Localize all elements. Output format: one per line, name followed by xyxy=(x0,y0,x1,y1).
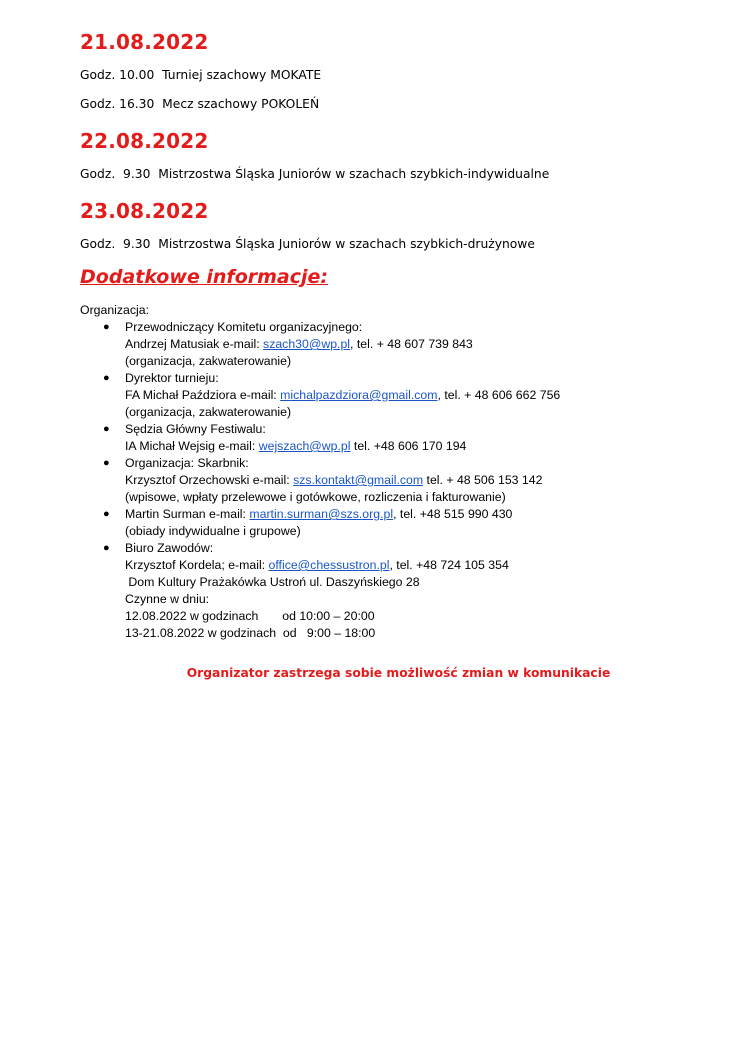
email-link[interactable]: szach30@wp.pl xyxy=(263,337,351,351)
contact-role: Przewodniczący Komitetu organizacyjnego: xyxy=(125,320,363,334)
contact-name: Krzysztof Kordela; e-mail: xyxy=(125,558,269,572)
contact-name: Andrzej Matusiak e-mail: xyxy=(125,337,264,351)
email-link[interactable]: martin.surman@szs.org.pl xyxy=(249,507,394,521)
organization-label: Organizacja: xyxy=(80,303,150,317)
contact-phone: tel. +48 606 170 194 xyxy=(350,439,467,453)
contacts-list xyxy=(0,319,737,642)
bullet-icon: ● xyxy=(103,542,110,554)
contact-role: Sędzia Główny Festiwalu: xyxy=(125,422,266,436)
contact-phone: , tel. + 48 607 739 843 xyxy=(350,337,473,351)
contact-phone: tel. + 48 506 153 142 xyxy=(423,473,543,487)
bullet-icon: ● xyxy=(103,457,110,469)
email-link[interactable]: office@chessustron.pl xyxy=(268,558,390,572)
event-line: Godz. 10.00 Turniej szachowy MOKATE xyxy=(80,68,322,82)
bullet-icon: ● xyxy=(103,321,110,333)
contact-role: Organizacja: Skarbnik: xyxy=(125,456,249,470)
list-item xyxy=(0,319,737,370)
list-item xyxy=(0,370,737,421)
bullet-icon: ● xyxy=(103,508,110,520)
date-heading-2: 22.08.2022 xyxy=(80,129,209,153)
office-hours: 12.08.2022 w godzinach od 10:00 – 20:00 xyxy=(125,609,375,623)
email-link[interactable]: szs.kontakt@gmail.com xyxy=(293,473,424,487)
contact-note: (wpisowe, wpłaty przelewowe i gotówkowe, rozliczenia i fakturowanie) xyxy=(125,490,506,504)
event-line: Godz. 9.30 Mistrzostwa Śląska Juniorów w szachach szybkich-drużynowe xyxy=(80,237,535,251)
contact-note: (obiady indywidualne i grupowe) xyxy=(125,524,301,538)
contact-name: FA Michał Paździora e-mail: xyxy=(125,388,281,402)
contact-name: Martin Surman e-mail: xyxy=(125,507,250,521)
list-item xyxy=(0,540,737,642)
list-item xyxy=(0,506,737,540)
bullet-icon: ● xyxy=(103,423,110,435)
contact-name: Krzysztof Orzechowski e-mail: xyxy=(125,473,294,487)
office-role: Biuro Zawodów: xyxy=(125,541,214,555)
event-line: Godz. 16.30 Mecz szachowy POKOLEŃ xyxy=(80,97,320,111)
contact-note: (organizacja, zakwaterowanie) xyxy=(125,405,292,419)
date-heading-3: 23.08.2022 xyxy=(80,199,209,223)
contact-role: Dyrektor turnieju: xyxy=(125,371,219,385)
list-item xyxy=(0,421,737,455)
disclaimer: Organizator zastrzega sobie możliwość zmian w komunikacie xyxy=(186,666,611,680)
additional-info-heading: Dodatkowe informacje: xyxy=(80,266,329,288)
contact-phone: , tel. + 48 606 662 756 xyxy=(437,388,561,402)
contact-note: (organizacja, zakwaterowanie) xyxy=(125,354,292,368)
contact-phone: , tel. +48 724 105 354 xyxy=(389,558,509,572)
email-link[interactable]: michalpazdziora@gmail.com xyxy=(280,388,438,402)
bullet-icon: ● xyxy=(103,372,110,384)
list-item xyxy=(0,455,737,506)
contact-phone: , tel. +48 515 990 430 xyxy=(393,507,513,521)
office-address: Dom Kultury Prażakówka Ustroń ul. Daszyńskiego 28 xyxy=(125,575,420,589)
email-link[interactable]: wejszach@wp.pl xyxy=(258,439,351,453)
office-hours: 13-21.08.2022 w godzinach od 9:00 – 18:00 xyxy=(125,626,376,640)
office-open-label: Czynne w dniu: xyxy=(125,592,210,606)
contact-name: IA Michał Wejsig e-mail: xyxy=(125,439,259,453)
date-heading-1: 21.08.2022 xyxy=(80,30,209,54)
event-line: Godz. 9.30 Mistrzostwa Śląska Juniorów w szachach szybkich-indywidualne xyxy=(80,167,550,181)
